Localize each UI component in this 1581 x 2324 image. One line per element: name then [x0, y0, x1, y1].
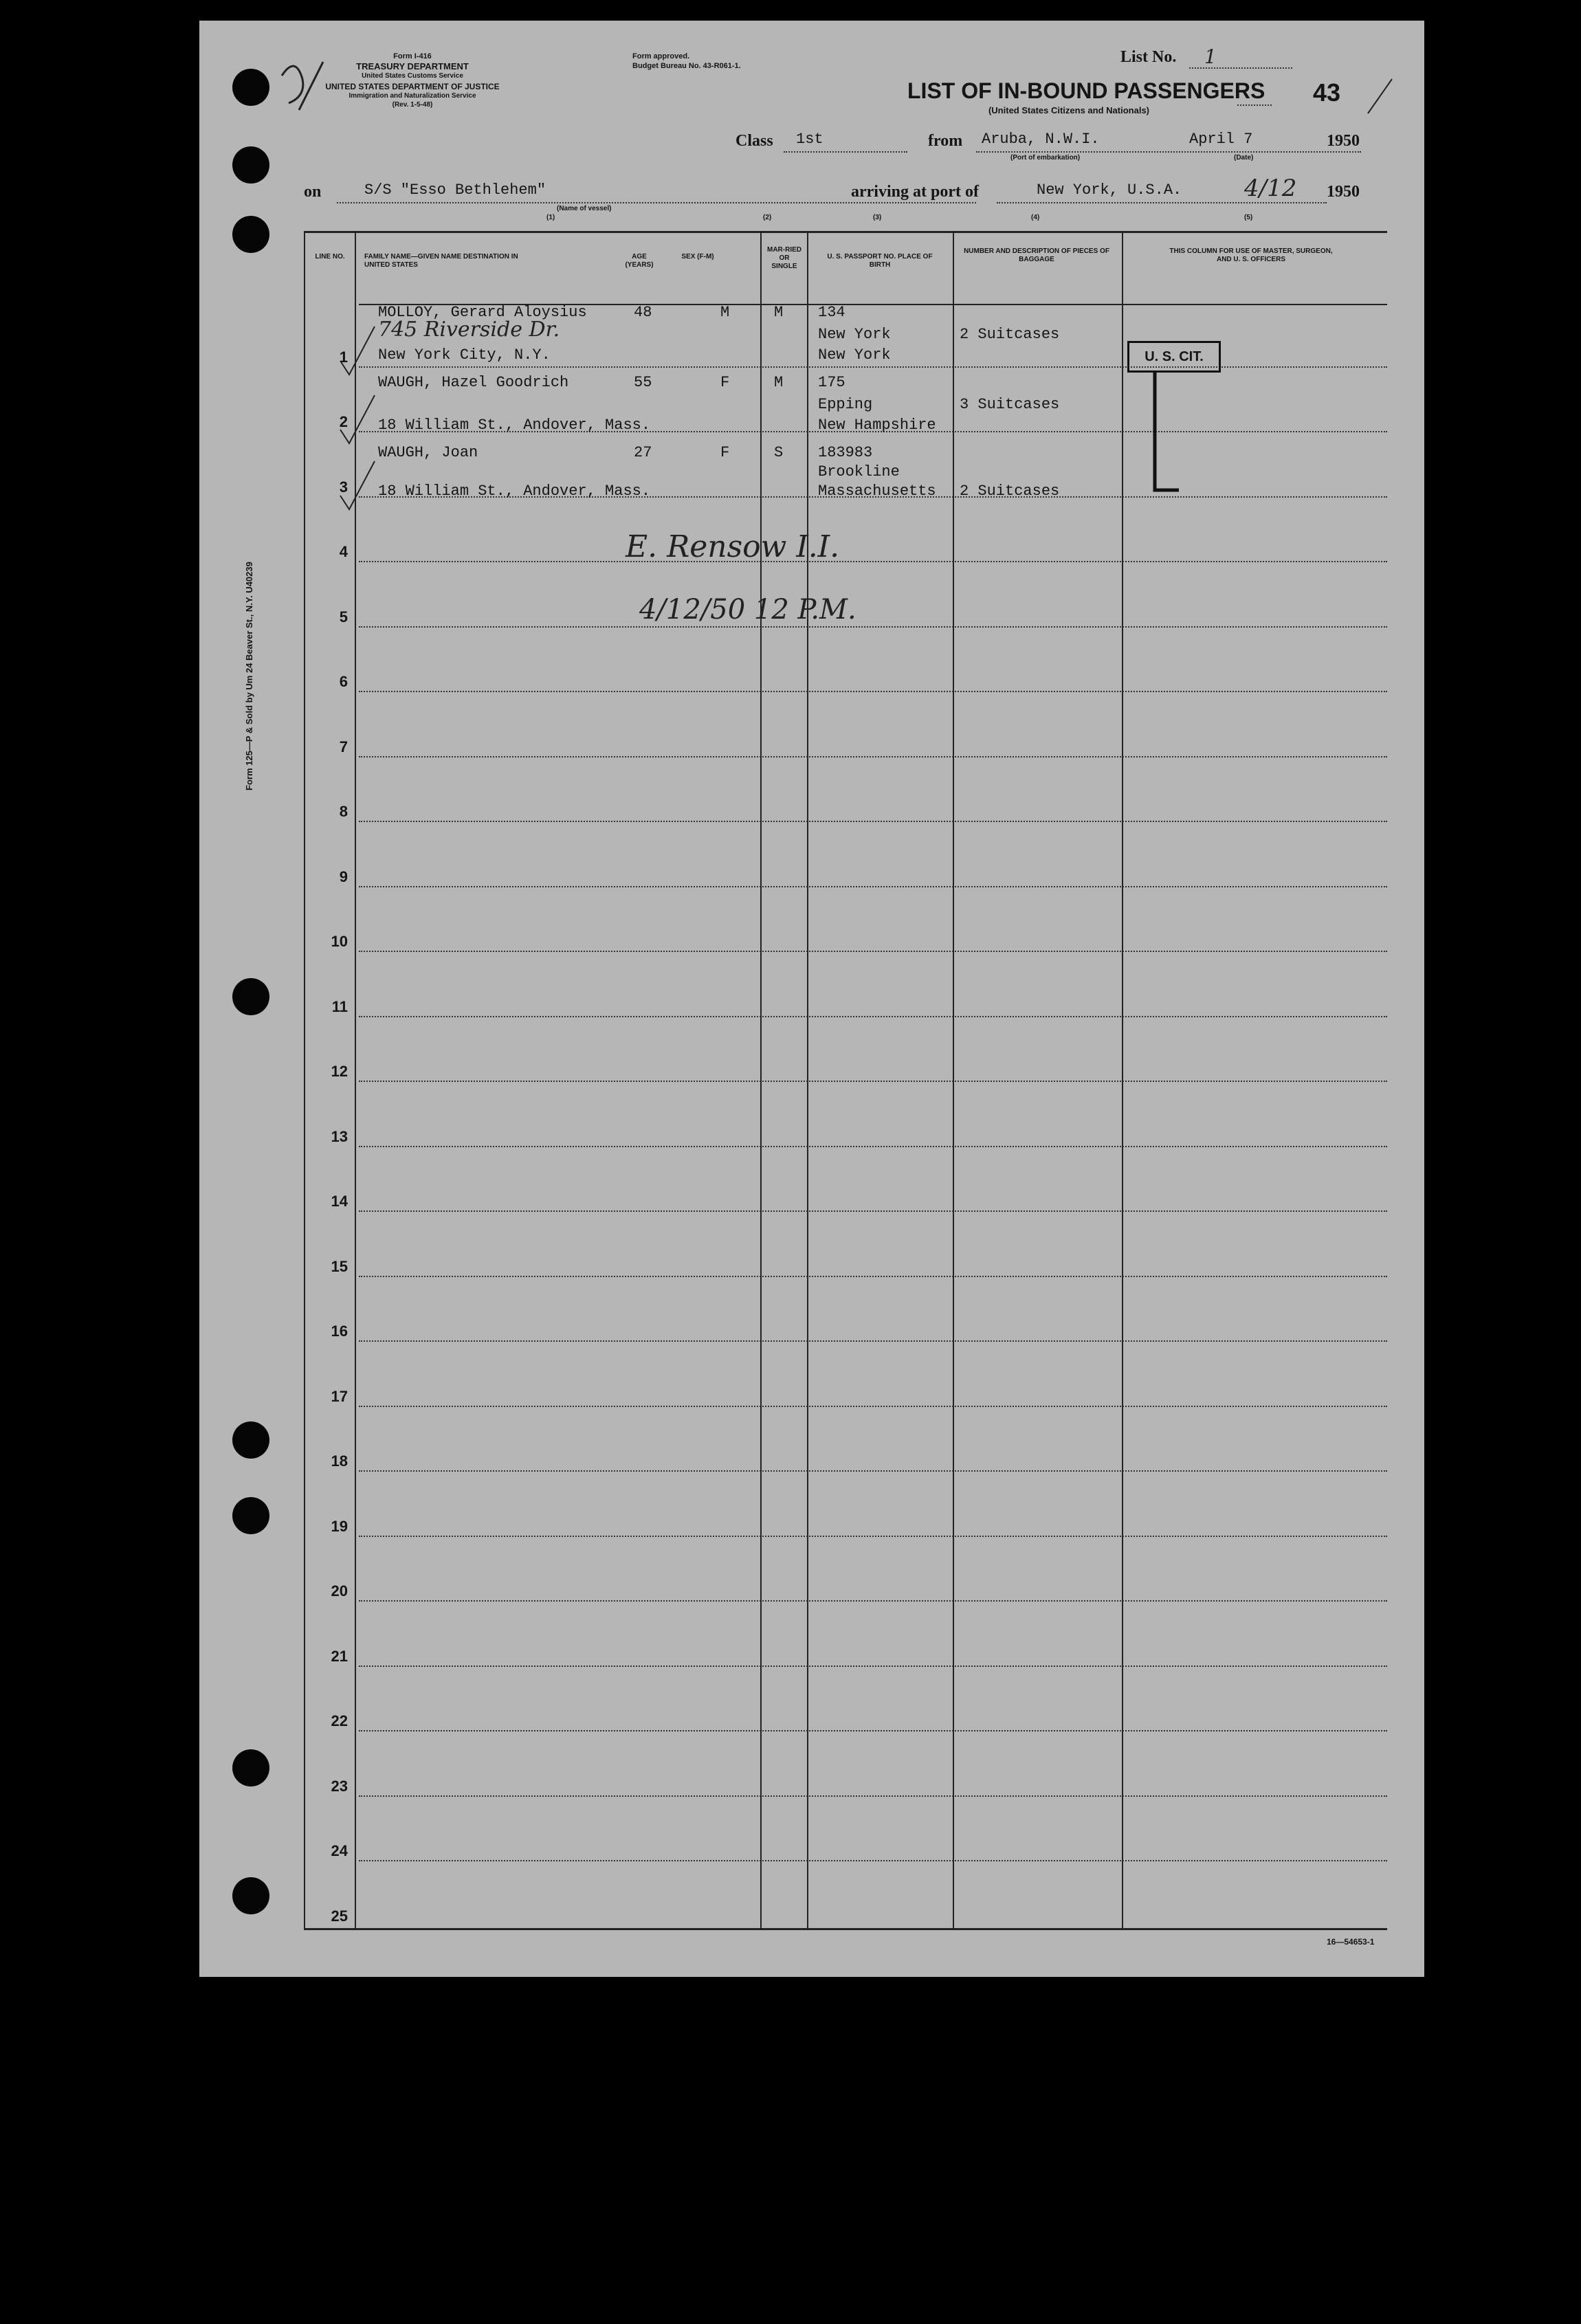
- row-number: 8: [339, 803, 348, 820]
- from-line: [976, 151, 1361, 153]
- row-dotted-line: [359, 1536, 1387, 1537]
- passenger-1-destination: New York City, N.Y.: [378, 346, 551, 364]
- row-number: 4: [339, 543, 348, 560]
- us-citizen-stamp: U. S. CIT.: [1127, 341, 1221, 373]
- arrival-date-handwritten: 4/12: [1244, 175, 1297, 202]
- passenger-3-sex: F: [720, 444, 730, 461]
- footer-code: 16—54653-1: [1327, 1937, 1375, 1947]
- year-from: 1950: [1327, 132, 1360, 150]
- punch-hole: [232, 978, 269, 1015]
- arriving-label: arriving at port of: [851, 183, 979, 201]
- page-title: LIST OF IN-BOUND PASSENGERS: [907, 78, 1265, 103]
- passenger-2-destination: 18 William St., Andover, Mass.: [378, 417, 651, 434]
- row-number: 16: [331, 1323, 348, 1340]
- row-number: 1: [339, 348, 348, 366]
- date-caption: (Date): [1234, 154, 1254, 162]
- page-slash-mark: [1361, 76, 1395, 117]
- class-value: 1st: [796, 131, 823, 148]
- punch-hole: [232, 1421, 269, 1459]
- col-num-1: (1): [546, 214, 555, 221]
- passenger-3-destination: 18 William St., Andover, Mass.: [378, 483, 651, 500]
- row-dotted-line: [359, 756, 1387, 757]
- passenger-1-name: MOLLOY, Gerard Aloysius: [378, 304, 587, 321]
- punch-hole: [232, 1877, 269, 1914]
- row-number: 25: [331, 1907, 348, 1925]
- form-approved: Form approved.: [632, 52, 690, 60]
- row-dotted-line: [359, 1795, 1387, 1797]
- punch-hole: [232, 1749, 269, 1786]
- from-value: Aruba, N.W.I.: [982, 131, 1100, 148]
- col-divider-name: [760, 231, 762, 1929]
- passenger-2-sex: F: [720, 374, 730, 391]
- treasury-label: TREASURY DEPARTMENT: [356, 61, 469, 71]
- passenger-1-baggage: 2 Suitcases: [960, 326, 1060, 343]
- col-head-age: AGE (YEARS): [625, 253, 654, 269]
- col-head-officers: THIS COLUMN FOR USE OF MASTER, SURGEON, AND U. S. OFFICERS: [1169, 247, 1333, 263]
- col-head-baggage: NUMBER AND DESCRIPTION OF PIECES OF BAGGAGE: [964, 247, 1109, 263]
- row-dotted-line: [359, 1016, 1387, 1017]
- passenger-3-baggage: 2 Suitcases: [960, 483, 1060, 500]
- passenger-1-sex: M: [720, 304, 730, 321]
- row-number: 22: [331, 1712, 348, 1729]
- from-label: from: [928, 132, 963, 150]
- check-mark-icon: [337, 392, 378, 447]
- passenger-1-age: 48: [634, 304, 652, 321]
- check-mark-icon: [337, 458, 378, 513]
- date-value: April 7: [1189, 131, 1253, 148]
- row-dotted-line: [359, 1340, 1387, 1342]
- row-dotted-line: [359, 886, 1387, 887]
- passenger-2-married: M: [774, 374, 784, 391]
- row-dotted-line: [359, 691, 1387, 692]
- check-mark-icon: [337, 323, 378, 378]
- punch-hole: [232, 146, 269, 184]
- col-divider-passport: [953, 231, 954, 1929]
- row-number: 17: [331, 1387, 348, 1405]
- col-divider-baggage: [1122, 231, 1123, 1929]
- vessel-caption: (Name of vessel): [557, 205, 612, 212]
- rev-label: (Rev. 1-5-48): [392, 101, 433, 109]
- row-number: 23: [331, 1777, 348, 1795]
- row-dotted-line: [359, 1600, 1387, 1602]
- col-head-name: FAMILY NAME—GIVEN NAME DESTINATION IN UNITED STATES: [364, 253, 518, 269]
- row-number: 24: [331, 1842, 348, 1859]
- page-number: 43: [1313, 78, 1341, 107]
- passenger-1-passport: 134: [818, 304, 845, 321]
- row-dotted-line: [359, 366, 1387, 368]
- document-sheet: [199, 21, 1424, 1977]
- passenger-3-passport: 183983: [818, 444, 873, 461]
- col-head-sex: SEX (F-M): [681, 253, 714, 261]
- passenger-2-passport: 175: [818, 374, 845, 391]
- punch-hole: [232, 1497, 269, 1534]
- row-dotted-line: [359, 561, 1387, 562]
- row-number: 11: [331, 997, 348, 1015]
- passenger-2-baggage: 3 Suitcases: [960, 396, 1060, 413]
- row-dotted-line: [359, 1210, 1387, 1212]
- form-number: Form I-416: [393, 52, 432, 60]
- row-number: 18: [331, 1452, 348, 1470]
- row-number: 21: [331, 1647, 348, 1665]
- row-number: 3: [339, 478, 348, 496]
- passenger-3-name: WAUGH, Joan: [378, 444, 478, 461]
- passenger-1-birth-state: New York: [818, 346, 891, 364]
- col-num-5: (5): [1244, 214, 1253, 221]
- passenger-1-birth-city: New York: [818, 326, 891, 343]
- bracket-mark: [1141, 368, 1182, 498]
- page-subtitle: (United States Citizens and Nationals): [988, 105, 1150, 115]
- row-number: 9: [339, 867, 348, 885]
- printer-side-text: Form 125—P & Sold by Um 24 Beaver St., N.Y. U40239: [244, 562, 254, 790]
- ins-label: Immigration and Naturalization Service: [349, 92, 476, 100]
- arriving-line: [997, 202, 1327, 203]
- row-number: 12: [331, 1063, 348, 1080]
- margin-mark: [275, 48, 330, 124]
- table-left-border: [304, 231, 305, 1929]
- vessel-name: S/S "Esso Bethlehem": [364, 181, 546, 199]
- row-number: 15: [331, 1257, 348, 1275]
- row-number: 7: [339, 738, 348, 755]
- table-bottom-border: [304, 1928, 1387, 1930]
- row-dotted-line: [359, 1860, 1387, 1861]
- row-number: 5: [339, 608, 348, 626]
- inspector-signature: E. Rensow I.I.: [626, 529, 840, 564]
- col-head-line: LINE NO.: [315, 253, 345, 261]
- year-arrive: 1950: [1327, 183, 1360, 201]
- col-num-3: (3): [873, 214, 882, 221]
- passenger-1-married: M: [774, 304, 784, 321]
- class-line: [784, 151, 907, 153]
- row-number: 2: [339, 413, 348, 430]
- title-line: [1237, 104, 1272, 106]
- passenger-2-birth-state: New Hampshire: [818, 417, 936, 434]
- row-dotted-line: [359, 1730, 1387, 1731]
- passenger-2-age: 55: [634, 374, 652, 391]
- row-number: 6: [339, 673, 348, 690]
- vessel-line: [337, 202, 976, 203]
- signature-date: 4/12/50 12 P.M.: [639, 594, 856, 626]
- row-number: 20: [331, 1582, 348, 1600]
- row-dotted-line: [359, 1406, 1387, 1407]
- list-no-label: List No.: [1120, 48, 1177, 66]
- table-top-border: [304, 231, 1387, 233]
- row-dotted-line: [359, 1146, 1387, 1147]
- arriving-port: New York, U.S.A.: [1037, 181, 1182, 199]
- col-head-married: MAR-RIED OR SINGLE: [767, 246, 801, 270]
- row-dotted-line: [359, 1470, 1387, 1472]
- on-label: on: [304, 183, 322, 201]
- passenger-3-age: 27: [634, 444, 652, 461]
- budget-number: Budget Bureau No. 43-R061-1.: [632, 62, 741, 70]
- passenger-3-married: S: [774, 444, 784, 461]
- class-label: Class: [736, 132, 773, 150]
- passenger-3-birth-state: Massachusetts: [818, 483, 936, 500]
- customs-label: United States Customs Service: [362, 72, 463, 80]
- col-num-2: (2): [763, 214, 772, 221]
- punch-hole: [232, 69, 269, 106]
- row-dotted-line: [359, 951, 1387, 952]
- passenger-2-birth-city: Epping: [818, 396, 873, 413]
- col-num-4: (4): [1031, 214, 1040, 221]
- passenger-2-name: WAUGH, Hazel Goodrich: [378, 374, 569, 391]
- row-dotted-line: [359, 1081, 1387, 1082]
- col-head-passport: U. S. PASSPORT NO. PLACE OF BIRTH: [827, 253, 933, 269]
- row-dotted-line: [359, 1665, 1387, 1667]
- port-caption: (Port of embarkation): [1010, 154, 1081, 162]
- row-number: 13: [331, 1127, 348, 1145]
- passenger-1-address: 745 Riverside Dr.: [378, 318, 560, 342]
- row-number: 14: [331, 1193, 348, 1210]
- col-divider-married: [807, 231, 808, 1929]
- row-dotted-line: [359, 1276, 1387, 1277]
- justice-label: UNITED STATES DEPARTMENT OF JUSTICE: [325, 82, 500, 91]
- row-number: 19: [331, 1517, 348, 1535]
- list-no-value: 1: [1204, 45, 1217, 68]
- row-number: 10: [331, 933, 348, 950]
- row-dotted-line: [359, 821, 1387, 822]
- passenger-3-birth-city: Brookline: [818, 463, 900, 480]
- punch-hole: [232, 216, 269, 253]
- row-dotted-line: [359, 626, 1387, 628]
